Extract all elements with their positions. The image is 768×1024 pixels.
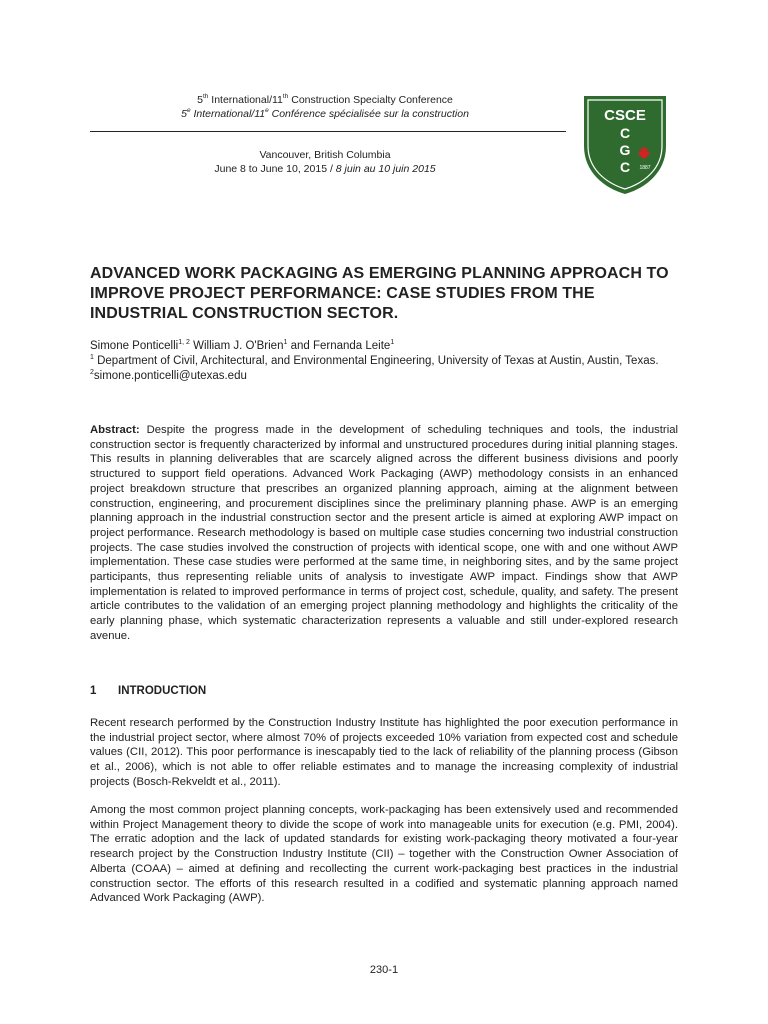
section-heading: 1 INTRODUCTION (90, 685, 207, 697)
page-number: 230-1 (369, 964, 399, 976)
logo-acronym: CSCE (604, 107, 646, 124)
header-rule (90, 131, 566, 132)
intro-paragraph-2: Among the most common project planning concepts, work-packaging has been extensively used and recommended within Project Management theory to divide the scope of work into manageable units for execution (e.g. PMI, 2004). The erratic adoption and the lack of updated standards for existing work-packaging theory motivated a four-year research project by the Construction Industry Institute (CII) – together with the Construction Owner Association of Alberta (COAA) – aimed at defining and recollecting the current work-packaging best practices in the industrial construction sector. The efforts of this research resulted in a codified and systematic planning approach named Advanced Work Packaging (AWP). (90, 804, 678, 905)
paper-title: ADVANCED WORK PACKAGING AS EMERGING PLANNING APPROACH TO IMPROVE PROJECT PERFORMANCE: CASE STUDIES FROM THE INDUSTRIAL CONSTRUCTION SECTOR. (90, 265, 669, 322)
logo-letter-1: C (619, 125, 631, 141)
conference-location: Vancouver, British Columbia (259, 149, 391, 161)
conference-dates: June 8 to June 10, 2015 / 8 juin au 10 juin 2015 (214, 163, 436, 175)
logo-letter-3: C (619, 159, 631, 175)
logo-letter-2: G (619, 142, 631, 158)
conference-name-fr: 5e International/11e Conférence spécialisée sur la construction (181, 107, 469, 120)
csce-logo (582, 94, 668, 196)
intro-paragraph-1: Recent research performed by the Construction Industry Institute has highlighted the poor execution performance in the industrial project sector, where almost 70% of projects exceeded 10% variation from expected cost and schedule values (CII, 2012). This poor performance is inescapably tied to the lack of reliability of the planning process (Gibson et al., 2006), which is not able to offer reliable estimates and to manage the increasing complexity of industrial projects (Bosch-Rekveldt et al., 2011). (90, 717, 678, 788)
conference-name-en: 5th International/11th Construction Specialty Conference (197, 93, 453, 106)
affiliation-1: $^1$ Department of Civil, Architectural, and Environmental Engineering, University of Texas at Austin, Austin, Texas. (90, 354, 659, 367)
abstract: Abstract: Despite the progress made in the development of scheduling techniques and tools, the industrial construction sector is frequently characterized by informal and unstructured procedures during initial planning stages. This results in planning deliverables that are scarcely aligned across the different business divisions and poorly structured to support field operations. Advanced Work Packaging (AWP) methodology consists in an enhanced project breakdown structure that prescribes an organized planning approach, aiming at the alignment between construction, engineering, and procurement disciplines since the preliminary planning phase. AWP is an emerging planning approach in the industrial construction sector and the present article is aimed at exploring AWP impact on project performance. Research methodology is based on multiple case studies concerning two industrial construction projects. The case studies involved the construction of projects with identical scope, one with and one without AWP implementation. These case studies were performed at the same time, in neighboring sites, and by the same project participants, thus representing reliable units of analysis to investigate AWP impact. Findings show that AWP implementation is related to improved performance in terms of project cost, schedule, quality, and safety. The present article contributes to the validation of an emerging project planning methodology and highlights the criticality of the early planning phase, which systematic characterization represents a valuable and still under-explored research avenue. (90, 424, 678, 642)
authors-block (90, 339, 690, 384)
affiliation-2: $^2$simone.ponticelli@utexas.edu (90, 369, 247, 382)
logo-year: 1887 (639, 165, 651, 171)
author-list: Simone Ponticelli$^{1, 2}$ William J. O'Brien$^1$ and Fernanda Leite$^1$ (90, 339, 395, 352)
